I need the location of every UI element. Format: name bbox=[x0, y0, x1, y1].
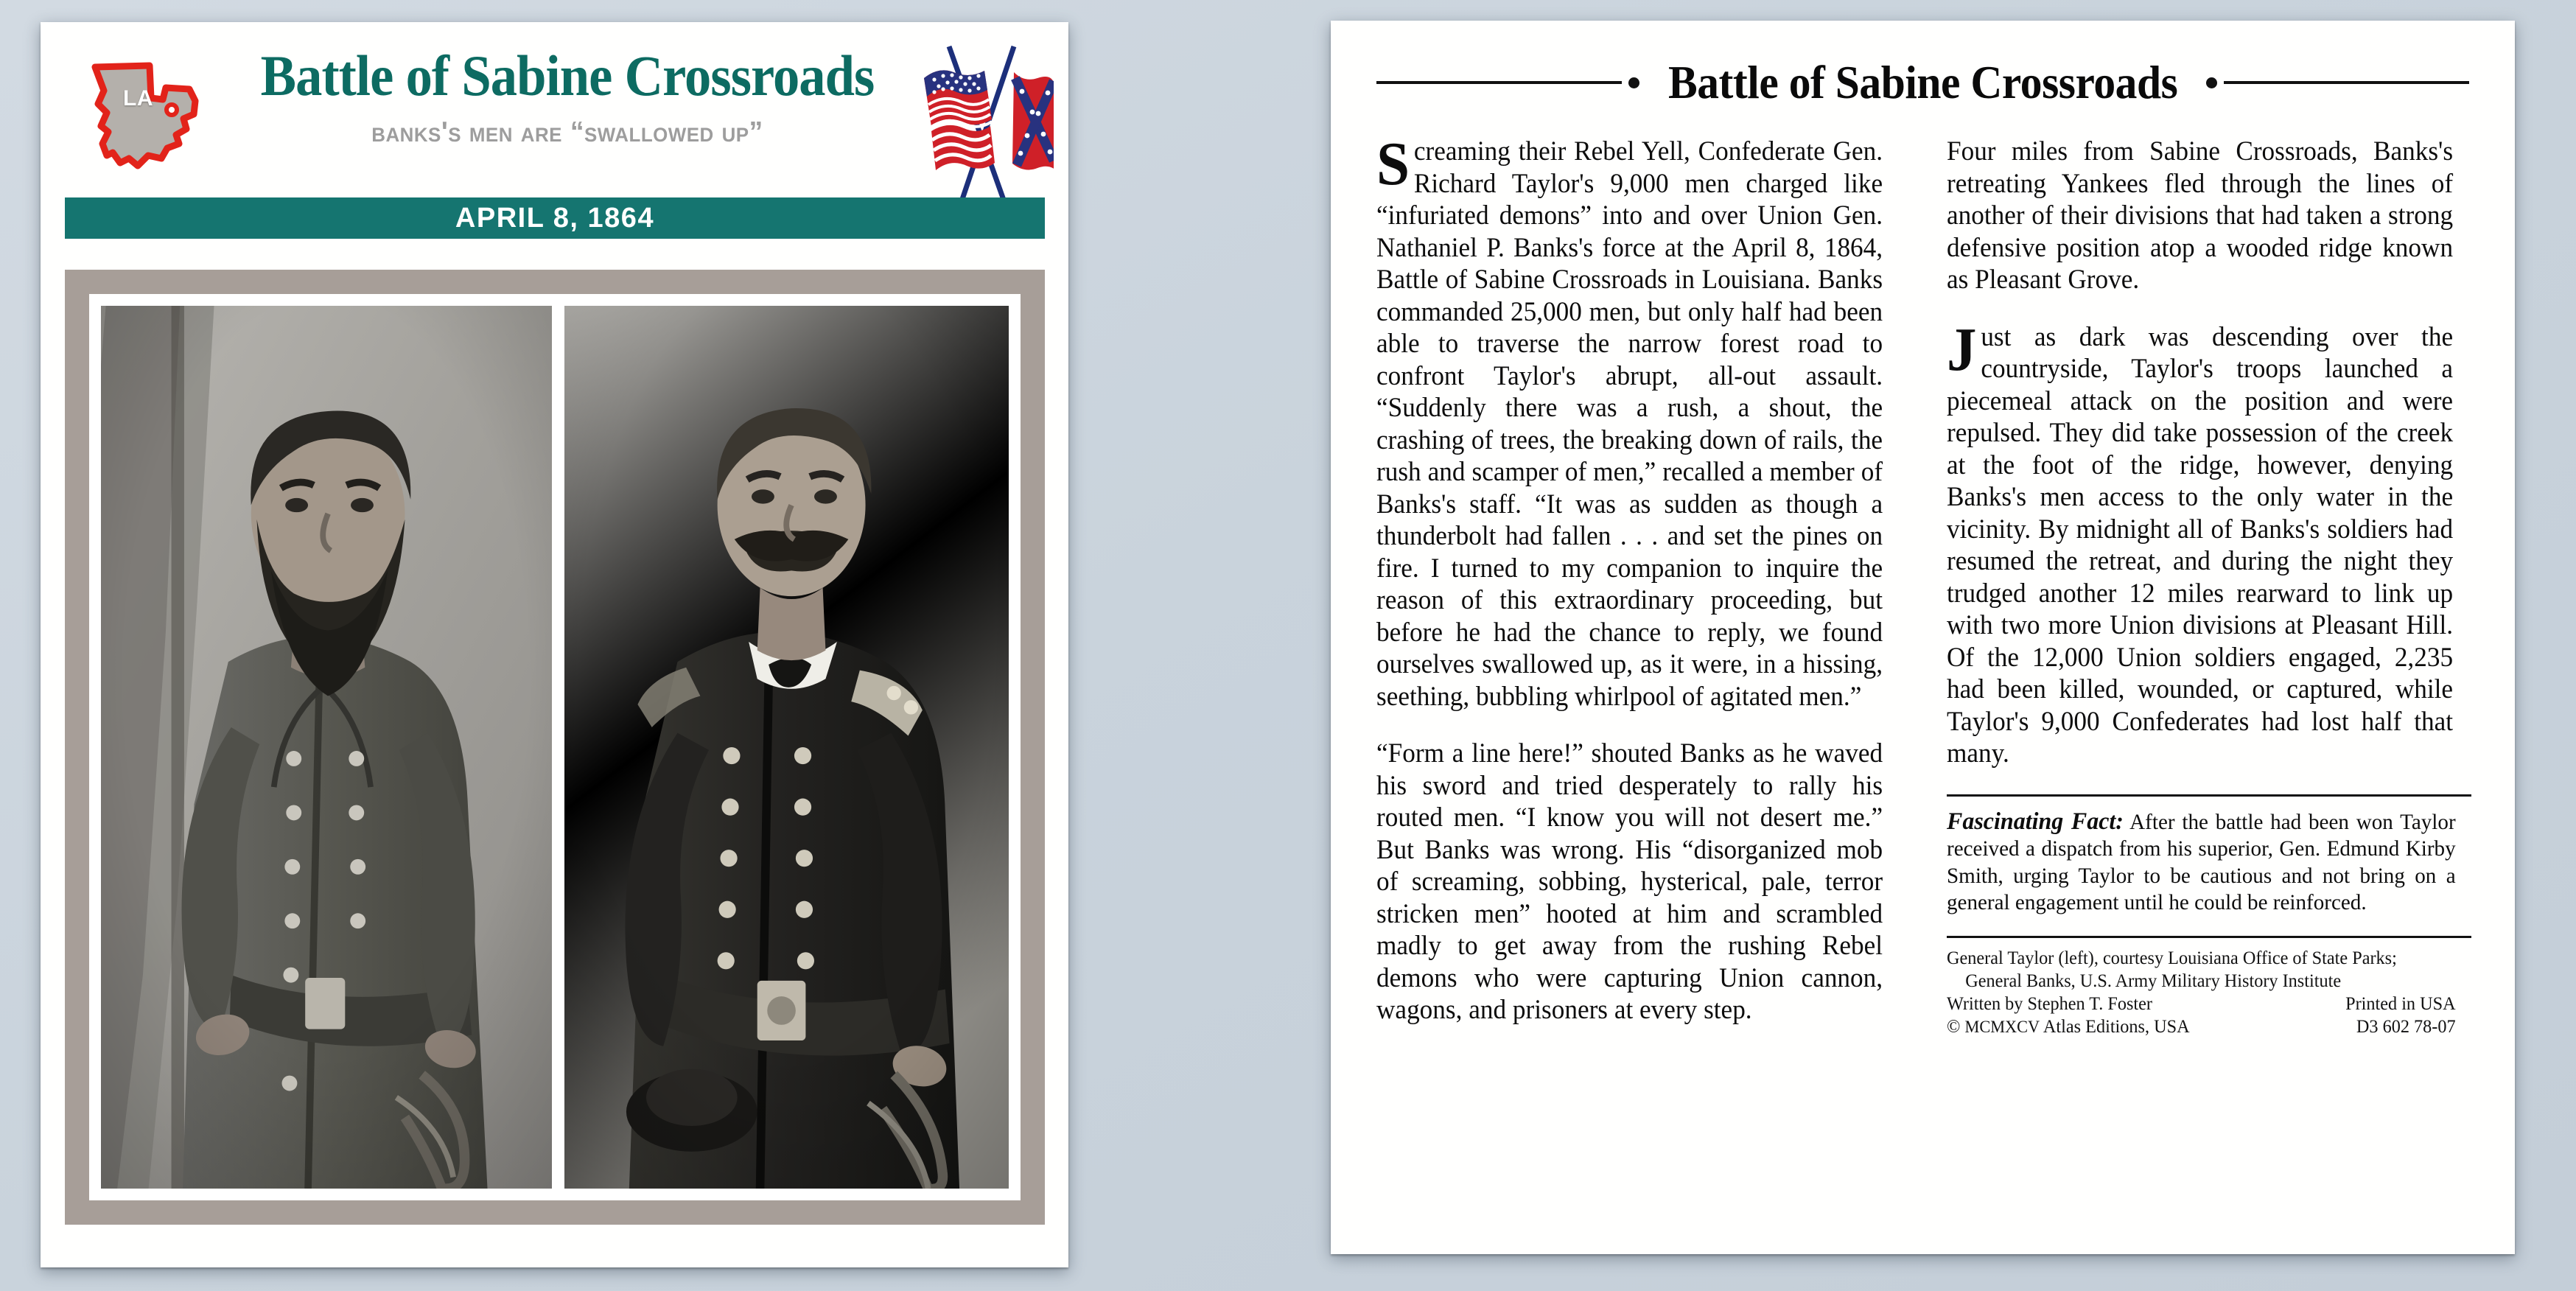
front-header bbox=[41, 22, 1068, 217]
fascinating-fact-divider bbox=[1947, 794, 2471, 797]
photo-general-taylor bbox=[101, 306, 552, 1189]
credit-written-by: Written by Stephen T. Foster bbox=[1947, 993, 2152, 1014]
credit-photo-line-1: General Taylor (left), courtesy Louisiana Office of State Parks; bbox=[1947, 948, 2397, 968]
front-card-title: Battle of Sabine Crossroads bbox=[260, 43, 875, 108]
credit-printed-in: Printed in USA bbox=[2345, 993, 2456, 1014]
fascinating-fact bbox=[1947, 808, 2456, 917]
back-card-title: Battle of Sabine Crossroads bbox=[1667, 56, 2178, 108]
credit-copyright-row bbox=[1947, 1015, 2456, 1038]
copyright-publisher: Atlas Editions, USA bbox=[2043, 1016, 2190, 1037]
back-title-bar bbox=[1376, 49, 2469, 116]
photo-inner-border bbox=[89, 294, 1021, 1200]
copyright-symbol-icon: © bbox=[1947, 1016, 1961, 1037]
copyright-roman-year: MCMXCV bbox=[1964, 1017, 2040, 1036]
credit-catalog-number: D3 602 78-07 bbox=[2356, 1016, 2456, 1037]
paragraph-3: Four miles from Sabine Crossroads, Banks's retreating Yankees fled through the lines of another of their divisions that had taken a strong defensive position atop a wooded ridge known as Pleasant Grove. bbox=[1947, 136, 2454, 294]
battle-date-label: APRIL 8, 1864 bbox=[455, 202, 655, 234]
paragraph-4: Just as dark was descending over the countryside, Taylor's troops launched a piecemeal attack on the position and were repulsed. They did take possession of the creek at the foot of the ridge, however, denying Banks's men access to the only water in the vicinity. By midnight all of Banks's soldiers had resumed the retreat, and during the night they trudged another 12 miles rearward to link up with two more Union divisions at Pleasant Hill. Of the 12,000 Union soldiers engaged, 2,235 had been killed, wounded, or captured, while Taylor's 9,000 Confederates had lost half that many. bbox=[1947, 315, 2454, 768]
battle-date-banner bbox=[65, 197, 1045, 239]
column-right bbox=[1947, 135, 2471, 1038]
state-abbreviation-label: LA bbox=[123, 86, 153, 111]
crossed-flags-icon bbox=[869, 35, 1054, 216]
title-rule-left bbox=[1376, 81, 1622, 84]
credit-photo-line-2: General Banks, U.S. Army Military History Institute bbox=[1965, 970, 2342, 991]
card-front bbox=[41, 22, 1068, 1267]
photo-mat-frame bbox=[65, 270, 1045, 1225]
fascinating-fact-text: After the battle had been won Taylor received a dispatch from his superior, Gen. Edmund Kirby Smith, urging Taylor to be cautious and not bring on a general engagement until he could be reinforced. bbox=[1947, 809, 2456, 914]
card-back bbox=[1331, 21, 2515, 1254]
photo-general-banks bbox=[564, 306, 1009, 1189]
back-text-columns bbox=[1376, 130, 2472, 1038]
column-left bbox=[1376, 130, 1901, 1038]
credits-block bbox=[1947, 947, 2456, 1038]
title-dot-right-icon bbox=[2206, 77, 2217, 88]
title-rule-right bbox=[2224, 81, 2469, 84]
paragraph-1: Screaming their Rebel Yell, Confederate Gen. Richard Taylor's 9,000 men charged like “infuriated demons” into and over Union Gen. Nathaniel P. Banks's force at the April 8, 1864, Battle of Sabine Crossroads in Louisiana. Banks commanded 25,000 men, but only half had been able to traverse the narrow forest road to confront Taylor's abrupt, all-out assault. “Suddenly there was a rush, a shout, the crashing of trees, the breaking down of rails, the rush and scamper of men,” recalled a member of Banks's staff. “It was as sudden as though a thunderbolt had fallen . . . and set the pines on fire. I turned to my companion to inquire the reason of this extraordinary proceeding, but before he had the chance to reply, we found ourselves swallowed up, as it were, in a hissing, seething, bubbling whirlpool of agitated men.” bbox=[1376, 130, 1883, 711]
credit-author-row bbox=[1947, 993, 2456, 1015]
fascinating-fact-label: Fascinating Fact: bbox=[1947, 808, 2124, 835]
credits-divider bbox=[1947, 936, 2471, 938]
paragraph-2: “Form a line here!” shouted Banks as he waved his sword and tried desperately to rally his routed men. “I know you will not desert me.” But Banks was wrong. His “disorganized mob of screaming, sobbing, hysterical, pale, terror stricken men” hooted at him and scrambled madly to get away from the rushing Rebel demons who were capturing Union cannon, wagons, and prisoners at every step. bbox=[1376, 738, 1883, 1024]
front-card-subtitle: banks's men are “swallowed up” bbox=[371, 116, 763, 148]
title-dot-left-icon bbox=[1628, 77, 1639, 88]
credit-copyright bbox=[1947, 1015, 2190, 1038]
